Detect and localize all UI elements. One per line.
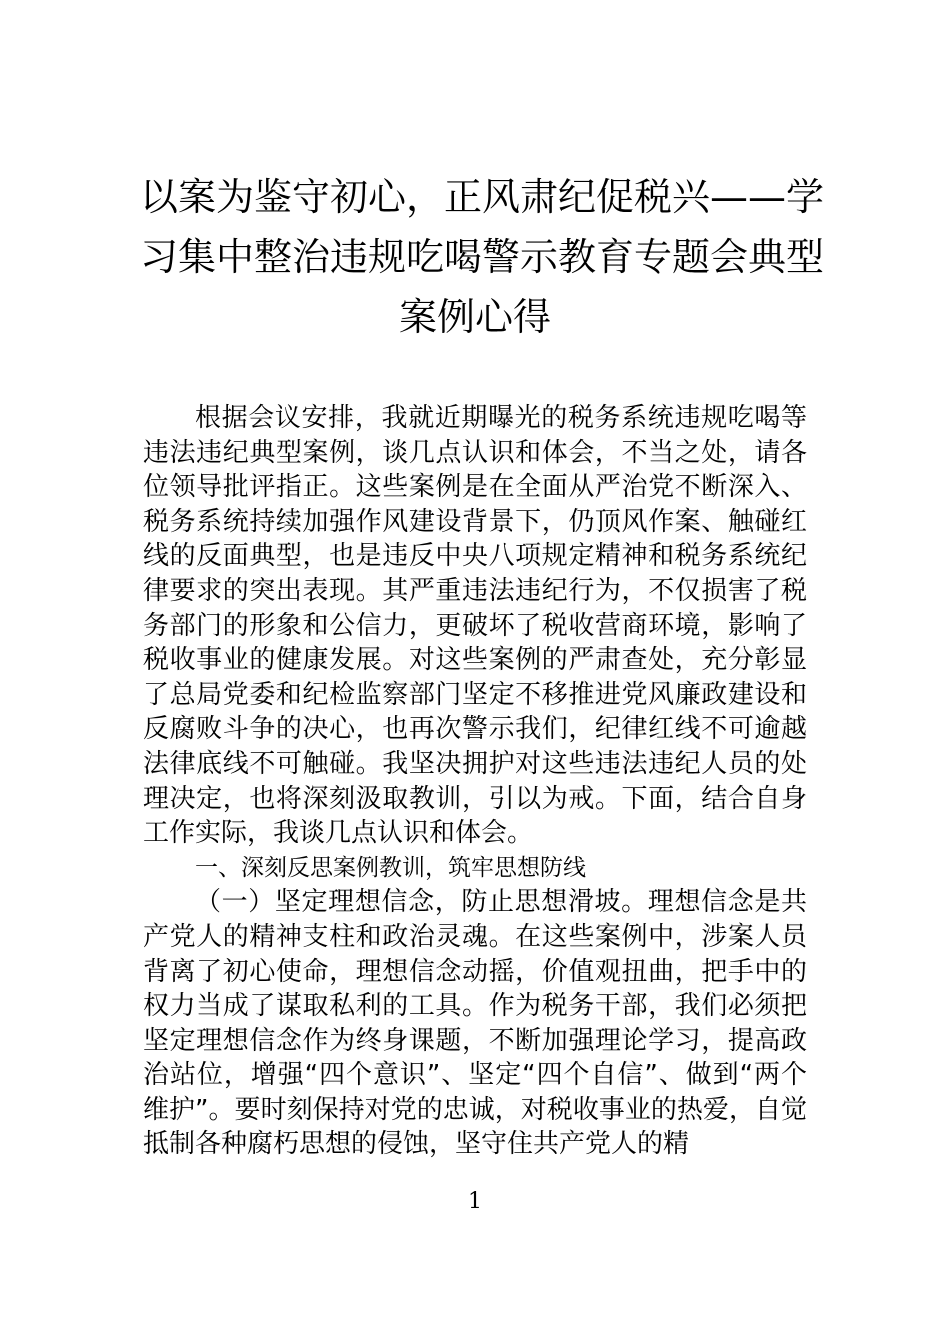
document-title [140,167,825,347]
title-line-2: 习集中整治违规吃喝警示教育专题会典型 [140,235,825,279]
page-number: 1 [468,1189,482,1214]
subsection-paragraph: （一）坚定理想信念，防止思想滑坡。理想信念是共产党人的精神支柱和政治灵魂。在这些案例中，涉案人员背离了初心使命，理想信念动摇，价值观扭曲，把手中的权力当成了谋取私利的工具。作为税务干部，我们必须把坚定理想信念作为终身课题，不断加强理论学习，提高政治站位，增强“四个意识”、坚定“四个自信”、做到“两个维护”。要时刻保持对党的忠诚，对税收事业的热爱，自觉抵制各种腐朽思想的侵蚀，坚守住共产党人的精 [143,887,807,1160]
intro-paragraph: 根据会议安排，我就近期曝光的税务系统违规吃喝等违法违纪典型案例，谈几点认识和体会，不当之处，请各位领导批评指正。这些案例是在全面从严治党不断深入、税务系统持续加强作风建设背景下，仍顶风作案、触碰红线的反面典型，也是违反中央八项规定精神和税务系统纪律要求的突出表现。其严重违法违纪行为，不仅损害了税务部门的形象和公信力，更破坏了税收营商环境，影响了税收事业的健康发展。对这些案例的严肃查处，充分彰显了总局党委和纪检监察部门坚定不移推进党风廉政建设和反腐败斗争的决心，也再次警示我们，纪律红线不可逾越法律底线不可触碰。我坚决拥护对这些违法违纪人员的处理决定，也将深刻汲取教训，引以为戒。下面，结合自身工作实际，我谈几点认识和体会。 [143,403,807,849]
title-line-3: 案例心得 [398,295,551,339]
document-body [143,401,807,1162]
section-heading: 一、深刻反思案例教训，筑牢思想防线 [195,854,586,881]
title-line-1: 以案为鉴守初心，正风肃纪促税兴——学 [140,175,825,219]
